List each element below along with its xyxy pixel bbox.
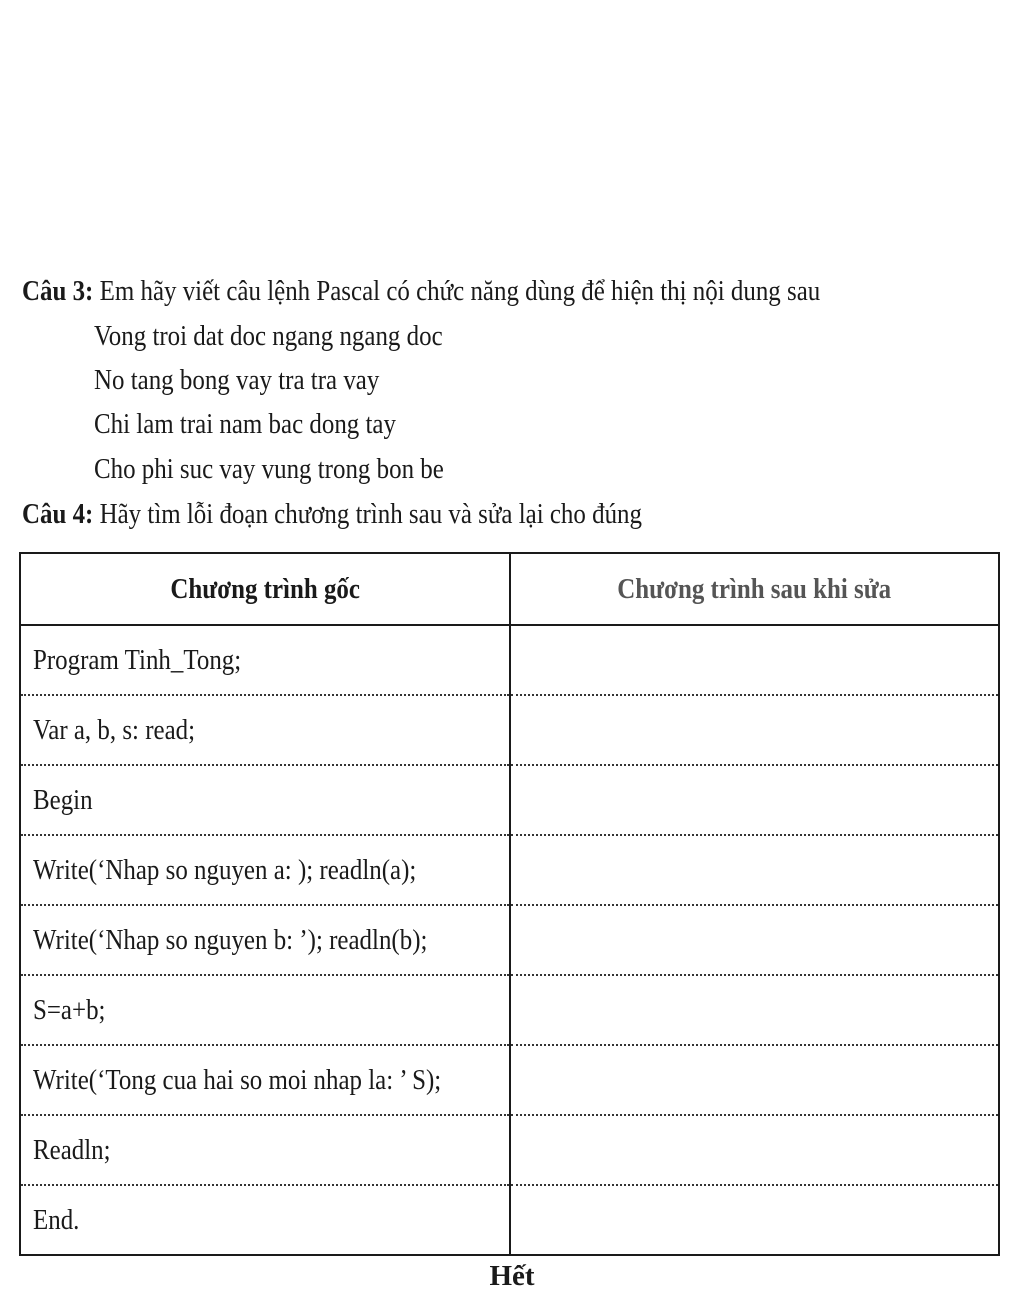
original-code-line: Write(‘Nhap so nguyen a: ); readln(a); [20, 835, 510, 905]
original-code-line: Program Tinh_Tong; [20, 625, 510, 695]
corrected-code-cell[interactable] [510, 975, 999, 1045]
table-row [20, 905, 999, 975]
program-table [19, 552, 1000, 1256]
verse-line-3: Chi lam trai nam bac dong tay [94, 408, 396, 440]
table-row [20, 765, 999, 835]
corrected-code-cell[interactable] [510, 1185, 999, 1255]
verse-line-1: Vong troi dat doc ngang ngang doc [94, 320, 443, 352]
table-row [20, 1185, 999, 1255]
original-code-line: S=a+b; [20, 975, 510, 1045]
question-3-text: Em hãy viết câu lệnh Pascal có chức năng dùng để hiện thị nội dung sau [93, 275, 821, 307]
end-marker: Hết [489, 1260, 535, 1292]
original-code-line: Readln; [20, 1115, 510, 1185]
verse-line-2: No tang bong vay tra tra vay [94, 364, 380, 396]
corrected-code-cell[interactable] [510, 765, 999, 835]
header-corrected-program: Chương trình sau khi sửa [510, 553, 999, 625]
question-3 [22, 273, 820, 309]
table-header-row [20, 553, 999, 625]
original-code-line: Begin [20, 765, 510, 835]
corrected-code-cell[interactable] [510, 1115, 999, 1185]
verse-line-4: Cho phi suc vay vung trong bon be [94, 453, 444, 485]
table-row [20, 835, 999, 905]
question-4 [22, 496, 642, 532]
table-row [20, 625, 999, 695]
corrected-code-cell[interactable] [510, 905, 999, 975]
original-code-line: Write(‘Nhap so nguyen b: ’); readln(b); [20, 905, 510, 975]
original-code-line: End. [20, 1185, 510, 1255]
table-row [20, 1115, 999, 1185]
question-4-text: Hãy tìm lỗi đoạn chương trình sau và sửa lại cho đúng [93, 498, 642, 530]
question-4-label: Câu 4: [22, 498, 94, 530]
corrected-code-cell[interactable] [510, 1045, 999, 1115]
original-code-line: Var a, b, s: read; [20, 695, 510, 765]
corrected-code-cell[interactable] [510, 625, 999, 695]
header-original-program: Chương trình gốc [20, 553, 510, 625]
table-row [20, 1045, 999, 1115]
table-row [20, 975, 999, 1045]
table-row [20, 695, 999, 765]
corrected-code-cell[interactable] [510, 695, 999, 765]
corrected-code-cell[interactable] [510, 835, 999, 905]
original-code-line: Write(‘Tong cua hai so moi nhap la: ’ S); [20, 1045, 510, 1115]
question-3-label: Câu 3: [22, 275, 94, 307]
